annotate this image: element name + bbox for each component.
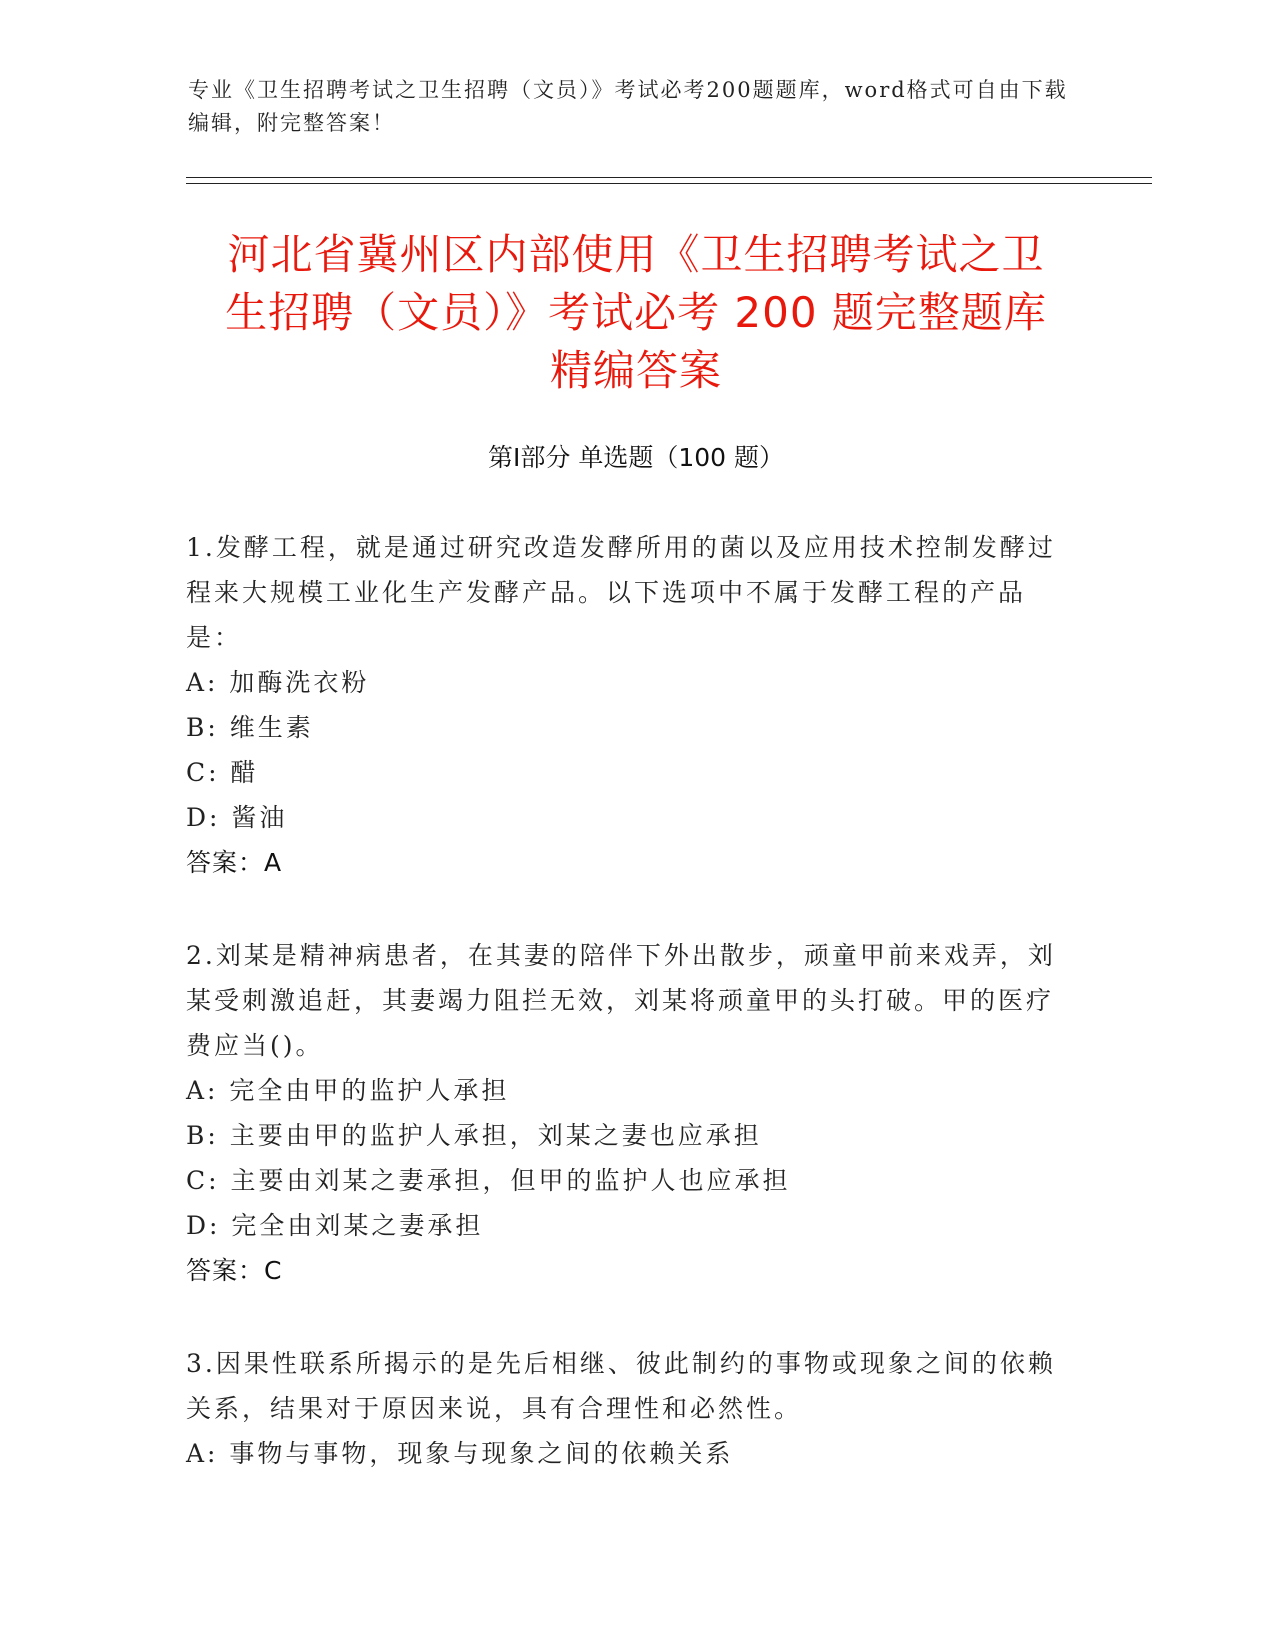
title-line: 河北省冀州区内部使用《卫生招聘考试之卫 — [227, 230, 1045, 279]
option-c: C: 醋 — [186, 758, 259, 787]
option-c: C: 主要由刘某之妻承担，但甲的监护人也应承担 — [186, 1166, 791, 1195]
header-note: 专业《卫生招聘考试之卫生招聘（文员）》考试必考200题题库，word格式可自由下载编辑，附完整答案！ — [188, 78, 1068, 135]
answer: 答案：A — [186, 848, 283, 877]
answer: 答案：C — [186, 1256, 283, 1285]
title-line: 生招聘（文员）》考试必考 200 题完整题库 — [225, 288, 1047, 337]
header-rule-top — [186, 177, 1152, 178]
option-a: A: 事物与事物，现象与现象之间的依赖关系 — [186, 1439, 734, 1468]
question-stem: 2.刘某是精神病患者，在其妻的陪伴下外出散步，顽童甲前来戏弄，刘某受刺激追赶，其妻竭力阻拦无效，刘某将顽童甲的头打破。甲的医疗费应当()。 — [186, 941, 1056, 1060]
question-stem: 1.发酵工程，就是通过研究改造发酵所用的菌以及应用技术控制发酵过程来大规模工业化生产发酵产品。以下选项中不属于发酵工程的产品是： — [186, 533, 1056, 652]
question-stem: 3.因果性联系所揭示的是先后相继、彼此制约的事物或现象之间的依赖关系，结果对于原因来说，具有合理性和必然性。 — [186, 1349, 1056, 1423]
option-d: D: 酱油 — [186, 803, 288, 832]
option-a: A: 完全由甲的监护人承担 — [186, 1076, 510, 1105]
section-title: 第Ⅰ部分 单选题（100 题） — [488, 443, 784, 472]
option-d: D: 完全由刘某之妻承担 — [186, 1211, 484, 1240]
title-line: 精编答案 — [549, 346, 722, 395]
question-block — [186, 1341, 1066, 1476]
option-a: A: 加酶洗衣粉 — [186, 668, 370, 697]
question-block — [186, 933, 1066, 1293]
option-b: B: 维生素 — [186, 713, 314, 742]
header-rule-bottom — [186, 183, 1152, 184]
question-block — [186, 525, 1066, 885]
document-title — [186, 226, 1086, 400]
option-b: B: 主要由甲的监护人承担，刘某之妻也应承担 — [186, 1121, 762, 1150]
